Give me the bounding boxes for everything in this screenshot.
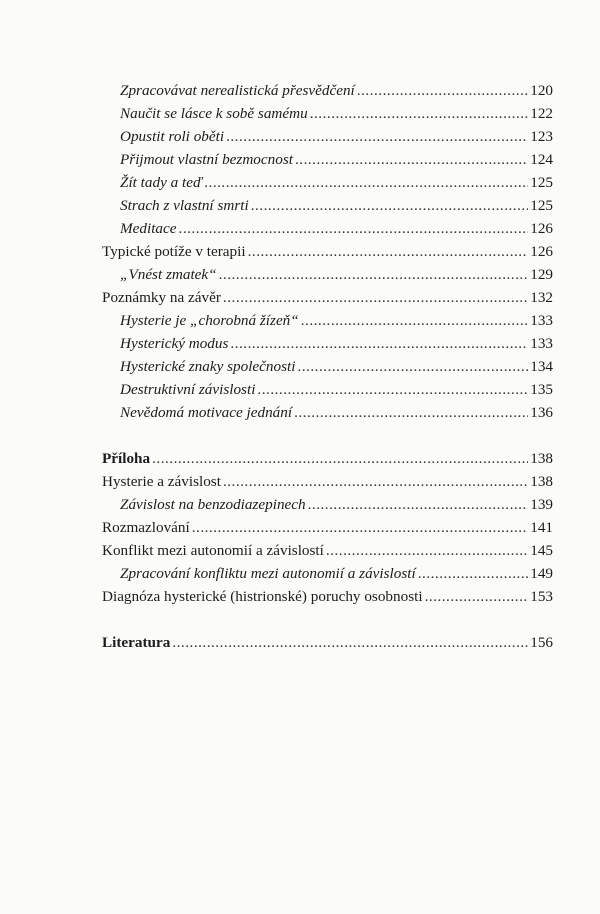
toc-entry <box>102 79 553 102</box>
toc-entry-page-number: 145 <box>530 542 553 559</box>
toc-entry <box>102 263 553 286</box>
dot-leader <box>226 125 528 148</box>
dot-leader <box>230 332 528 355</box>
dot-leader <box>425 585 529 608</box>
toc-section-2 <box>102 447 553 608</box>
toc-entry-page-number: 156 <box>530 634 553 651</box>
toc-entry <box>102 401 553 424</box>
toc-entry-title: Poznámky na závěr <box>102 289 221 306</box>
toc-entry <box>102 516 553 539</box>
dot-leader <box>172 631 528 654</box>
toc-entry <box>102 631 553 654</box>
toc-entry-page-number: 149 <box>530 565 553 582</box>
toc-entry-page-number: 138 <box>530 473 553 490</box>
toc-entry-page-number: 123 <box>530 128 553 145</box>
dot-leader <box>295 148 528 171</box>
toc-entry-title: Konflikt mezi autonomií a závislostí <box>102 542 324 559</box>
toc-entry-title: Diagnóza hysterické (histrionské) poruchy osobnosti <box>102 588 423 605</box>
dot-leader <box>223 470 528 493</box>
dot-leader <box>204 171 528 194</box>
dot-leader <box>308 493 529 516</box>
dot-leader <box>219 263 529 286</box>
toc-entry-page-number: 125 <box>530 197 553 214</box>
dot-leader <box>192 516 528 539</box>
toc-entry-page-number: 134 <box>530 358 553 375</box>
dot-leader <box>294 401 528 424</box>
toc-entry-page-number: 135 <box>530 381 553 398</box>
toc-entry <box>102 102 553 125</box>
toc-entry-title: Nevědomá motivace jednání <box>120 404 293 421</box>
toc-entry-title: „Vnést zmatek“ <box>120 266 217 283</box>
dot-leader <box>251 194 529 217</box>
dot-leader <box>179 217 529 240</box>
dot-leader <box>326 539 528 562</box>
toc-entry-page-number: 125 <box>530 174 553 191</box>
toc-entry-title: Zpracovávat nerealistická přesvědčení <box>120 82 355 99</box>
toc-entry <box>102 378 553 401</box>
toc-entry <box>102 562 553 585</box>
toc-entry <box>102 493 553 516</box>
toc-entry <box>102 585 553 608</box>
dot-leader <box>152 447 528 470</box>
toc-entry-title: Strach z vlastní smrti <box>120 197 249 214</box>
toc-entry-title: Příloha <box>102 450 151 467</box>
toc-entry <box>102 194 553 217</box>
toc-entry-title: Přijmout vlastní bezmocnost <box>120 151 293 168</box>
toc-entry-page-number: 136 <box>530 404 553 421</box>
dot-leader <box>297 355 528 378</box>
toc-entry-title: Literatura <box>102 634 171 651</box>
toc-entry-page-number: 138 <box>530 450 553 467</box>
toc-entry-title: Hysterie je „chorobná žízeň“ <box>120 312 299 329</box>
toc-entry <box>102 470 553 493</box>
toc-entry-title: Hysterie a závislost <box>102 473 221 490</box>
toc-entry-page-number: 133 <box>530 312 553 329</box>
toc-entry <box>102 240 553 263</box>
toc-entry-page-number: 153 <box>530 588 553 605</box>
toc-entry <box>102 286 553 309</box>
toc-entry-page-number: 124 <box>530 151 553 168</box>
dot-leader <box>310 102 529 125</box>
toc-entry-page-number: 122 <box>530 105 553 122</box>
toc-entry-title: Naučit se lásce k sobě samému <box>120 105 308 122</box>
toc-entry <box>102 309 553 332</box>
toc-entry <box>102 148 553 171</box>
dot-leader <box>357 79 528 102</box>
toc-entry-page-number: 129 <box>530 266 553 283</box>
dot-leader <box>248 240 529 263</box>
toc-entry <box>102 171 553 194</box>
toc-entry-title: Meditace <box>120 220 177 237</box>
toc-entry-page-number: 139 <box>530 496 553 513</box>
toc-entry-title: Zpracování konfliktu mezi autonomií a závislostí <box>120 565 416 582</box>
toc-section-1 <box>102 79 553 424</box>
toc-entry-page-number: 120 <box>530 82 553 99</box>
toc-section-3 <box>102 631 553 654</box>
toc-entry-title: Žít tady a teď <box>120 174 203 191</box>
dot-leader <box>301 309 528 332</box>
toc-entry-title: Hysterické znaky společnosti <box>120 358 296 375</box>
toc-entry <box>102 217 553 240</box>
toc-entry-page-number: 126 <box>530 220 553 237</box>
toc-entry <box>102 332 553 355</box>
toc-entry <box>102 125 553 148</box>
toc-entry <box>102 355 553 378</box>
toc-entry-title: Opustit roli oběti <box>120 128 225 145</box>
dot-leader <box>223 286 528 309</box>
toc-entry <box>102 539 553 562</box>
toc-entry-title: Typické potíže v terapii <box>102 243 246 260</box>
toc-entry-page-number: 132 <box>530 289 553 306</box>
toc-entry <box>102 447 553 470</box>
toc-entry-title: Hysterický modus <box>120 335 229 352</box>
toc-entry-title: Destruktivní závislosti <box>120 381 256 398</box>
toc-entry-page-number: 141 <box>530 519 553 536</box>
dot-leader <box>418 562 529 585</box>
toc-entry-title: Rozmazlování <box>102 519 190 536</box>
toc-entry-page-number: 133 <box>530 335 553 352</box>
dot-leader <box>257 378 528 401</box>
toc-entry-title: Závislost na benzodiazepinech <box>120 496 306 513</box>
toc-entry-page-number: 126 <box>530 243 553 260</box>
